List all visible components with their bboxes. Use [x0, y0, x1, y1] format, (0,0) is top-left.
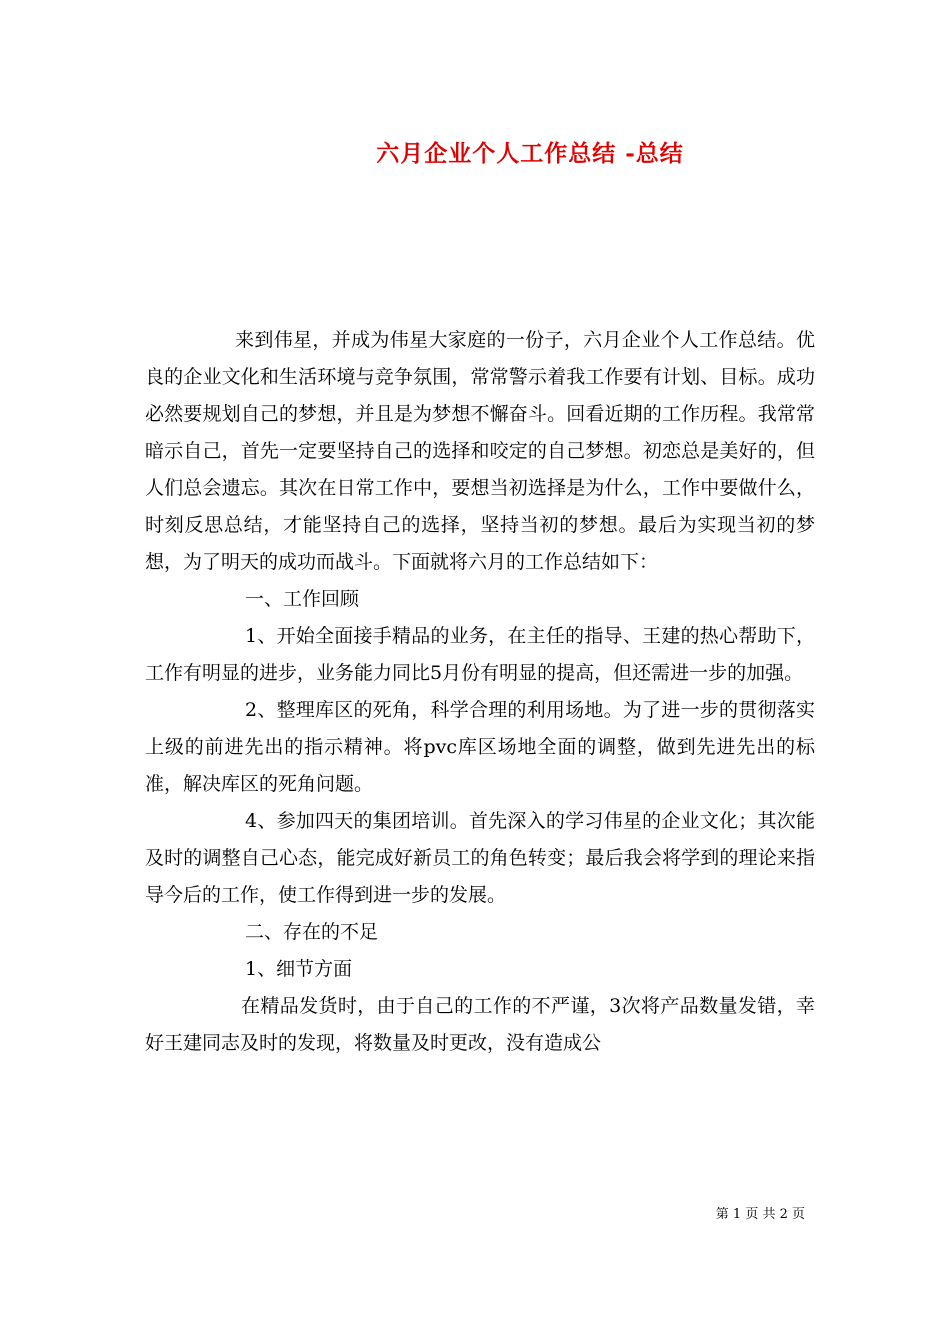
document-title: 六月企业个人工作总结 -总结 — [376, 140, 684, 167]
review-item-1: 1、开始全面接手精品的业务，在主任的指导、王建的热心帮助下，工作有明显的进步，业务能力同比5月份有明显的提高，但还需进一步的加强。 — [145, 625, 815, 684]
shortcoming-details-paragraph: 在精品发货时，由于自己的工作的不严谨，3次将产品数量发错，幸好王建同志及时的发现，将数量及时更改，没有造成公 — [145, 995, 815, 1054]
page-number-footer: 第 1 页 共 2 页 — [715, 1207, 805, 1222]
review-item-2: 2、整理库区的死角，科学合理的利用场地。为了进一步的贯彻落实上级的前进先出的指示精神。将pvc库区场地全面的调整，做到先进先出的标准，解决库区的死角问题。 — [145, 699, 815, 795]
section-heading-review: 一、工作回顾 — [245, 588, 360, 610]
intro-paragraph: 来到伟星，并成为伟星大家庭的一份子，六月企业个人工作总结。优良的企业文化和生活环境与竞争氛围，常常警示着我工作要有计划、目标。成功必然要规划自己的梦想，并且是为梦想不懈奋斗。回看近期的工作历程。我常常暗示自己，首先一定要坚持自己的选择和咬定的自己梦想。初恋总是美好的，但人们总会遗忘。其次在日常工作中，要想当初选择是为什么，工作中要做什么，时刻反思总结，才能坚持自己的选择，坚持当初的梦想。最后为实现当初的梦想，为了明天的成功而战斗。下面就将六月的工作总结如下： — [145, 329, 815, 573]
section-heading-shortcomings: 二、存在的不足 — [245, 921, 379, 943]
review-item-4: 4、参加四天的集团培训。首先深入的学习伟星的企业文化；其次能及时的调整自己心态，能完成好新员工的角色转变；最后我会将学到的理论来指导今后的工作，使工作得到进一步的发展。 — [145, 810, 815, 906]
shortcoming-heading-details: 1、细节方面 — [245, 958, 353, 980]
document-body — [145, 322, 815, 1062]
